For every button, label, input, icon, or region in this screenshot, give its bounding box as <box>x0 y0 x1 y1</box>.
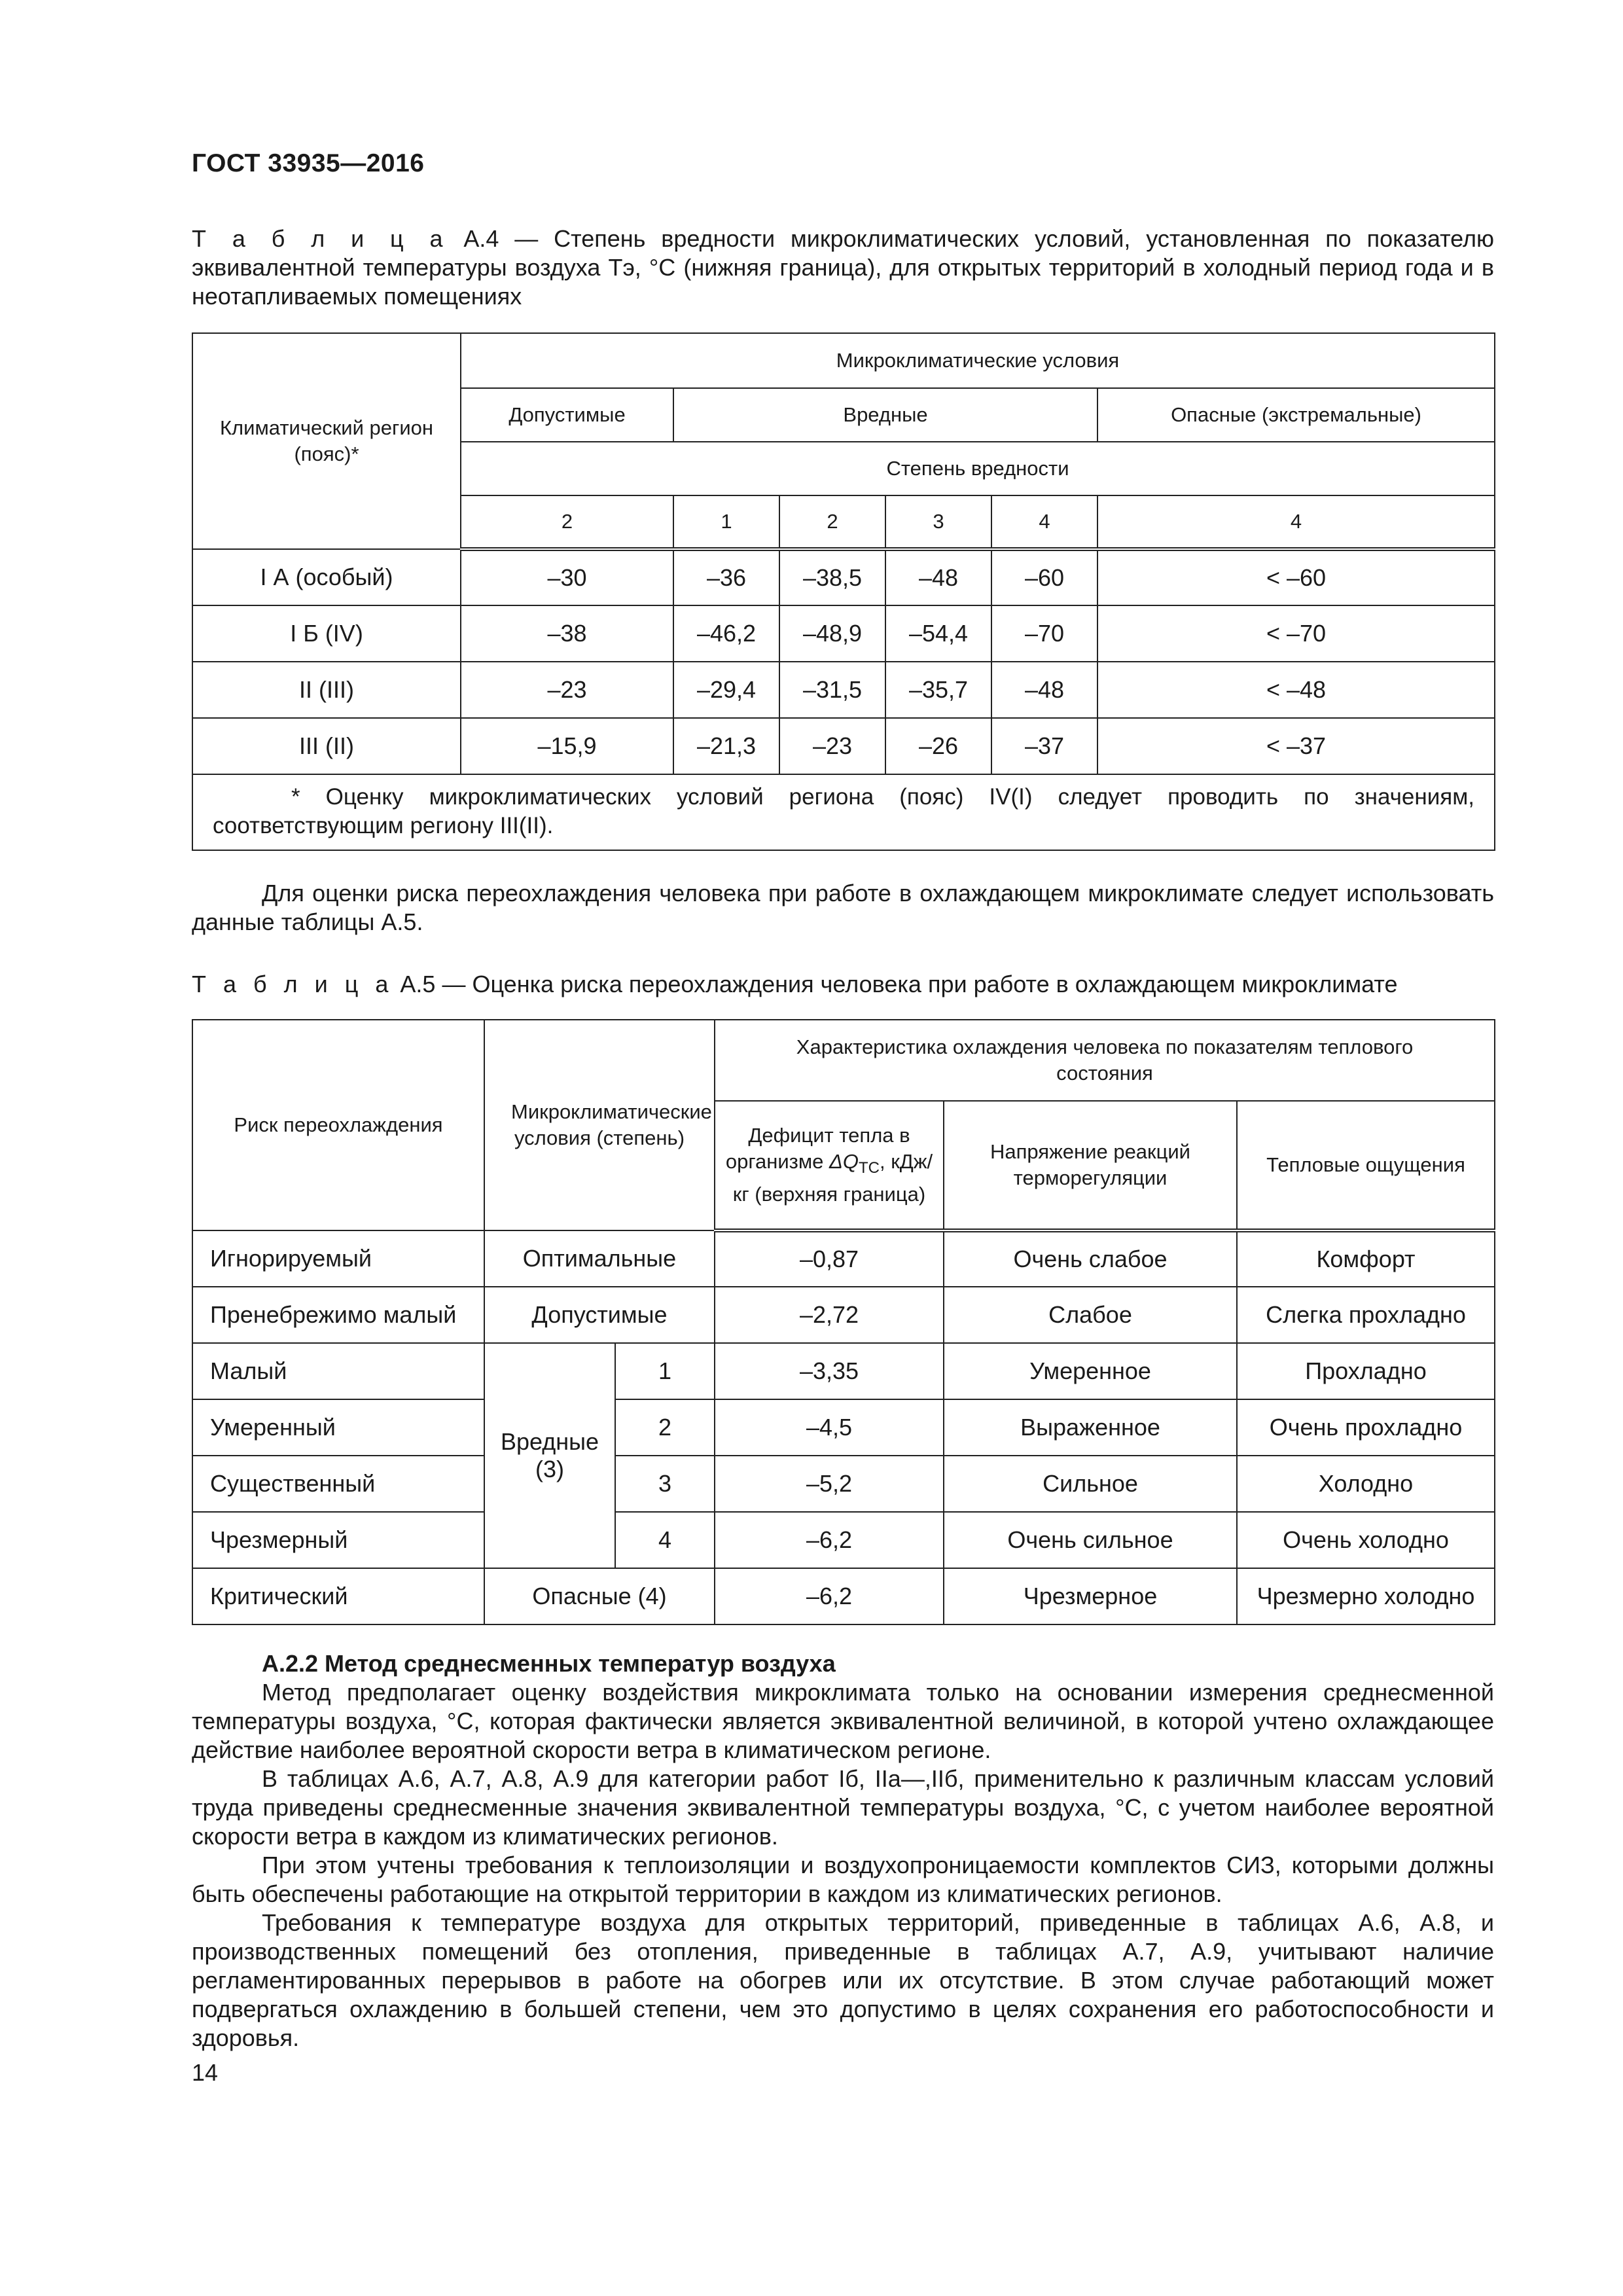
table4-cell: < –60 <box>1097 549 1495 605</box>
table5-degree: 1 <box>615 1343 715 1399</box>
table5-degree: 2 <box>615 1399 715 1456</box>
table4-col-region: Климатический регион (пояс)* <box>192 333 461 549</box>
table5-deficit: –4,5 <box>715 1399 944 1456</box>
table5-deficit: –6,2 <box>715 1512 944 1568</box>
table4-cell: II (III) <box>192 662 461 718</box>
table5-sensation: Слегка прохладно <box>1237 1287 1495 1343</box>
table5-deficit: –3,35 <box>715 1343 944 1399</box>
table5-risk: Пренебрежимо малый <box>192 1287 484 1343</box>
table5-risk: Существенный <box>192 1456 484 1512</box>
table5-col-tension: Напряжение реакций терморегуляции <box>944 1101 1237 1230</box>
table4-cell: –31,5 <box>779 662 885 718</box>
table4-cell: –21,3 <box>673 718 779 774</box>
section-title: А.2.2 Метод среднесменных температур воздуха <box>262 1650 836 1677</box>
table5-sensation: Прохладно <box>1237 1343 1495 1399</box>
table5-tension: Выраженное <box>944 1399 1237 1456</box>
table5-risk: Малый <box>192 1343 484 1399</box>
table5-degree: 3 <box>615 1456 715 1512</box>
table5-risk: Чрезмерный <box>192 1512 484 1568</box>
table-row <box>192 605 1495 662</box>
table4-cell: I Б (IV) <box>192 605 461 662</box>
table-row <box>192 1230 1495 1287</box>
table4-cond-dangerous: Опасные (экстремальные) <box>1097 388 1495 442</box>
table5-tension: Умеренное <box>944 1343 1237 1399</box>
table4-degree: 3 <box>885 495 991 549</box>
table4-cell: I А (особый) <box>192 549 461 605</box>
section-paragraph-1: Метод предполагает оценку воздействия микроклимата только на основании измерения среднесменной температуры воздуха, °С, которая фактически является эквивалентной величиной, в которой учтено охлаждающее действие наиболее вероятной скорости ветра в климатическом регионе. <box>192 1679 1494 1763</box>
table5-deficit: –6,2 <box>715 1568 944 1624</box>
table4-cell: –15,9 <box>461 718 673 774</box>
table5-col-deficit-q: ΔQ <box>829 1149 859 1173</box>
table4-group-header: Микроклиматические условия <box>461 333 1495 388</box>
table4-cell: < –48 <box>1097 662 1495 718</box>
table5-col-group: Характеристика охлаждения человека по показателям теплового состояния <box>715 1020 1495 1101</box>
table5-caption <box>192 970 1494 999</box>
table5-caption-text: А.5 — Оценка риска переохлаждения человека при работе в охлаждающем микроклимате <box>400 971 1398 997</box>
table-a5 <box>192 1019 1495 1625</box>
table5-col-deficit-a: Дефицит тепла в организме <box>725 1123 910 1173</box>
table4-degree: 2 <box>461 495 673 549</box>
table5-tension: Очень сильное <box>944 1512 1237 1568</box>
table5-sensation: Очень холодно <box>1237 1512 1495 1568</box>
table4-caption-text: А.4 — Степень вредности микроклиматических условий, установленная по показателю эквивалентной температуры воздуха Tэ, °С (нижняя граница), для открытых территорий в холодный период года и в неотапливаемых помещениях <box>192 225 1494 310</box>
table4-cell: –48 <box>885 549 991 605</box>
table5-label: Т а б л и ц а <box>192 971 394 997</box>
table5-col-sensation: Тепловые ощущения <box>1237 1101 1495 1230</box>
table4-degree: 4 <box>1097 495 1495 549</box>
table4-cell: –38,5 <box>779 549 885 605</box>
table-row <box>192 1512 1495 1568</box>
table5-tension: Сильное <box>944 1456 1237 1512</box>
table4-degree-header: Степень вредности <box>461 442 1495 495</box>
table5-degree: 4 <box>615 1512 715 1568</box>
table5-risk: Критический <box>192 1568 484 1624</box>
table5-sensation: Очень прохладно <box>1237 1399 1495 1456</box>
table4-cond-harmful: Вредные <box>673 388 1097 442</box>
section-paragraph-3: При этом учтены требования к теплоизоляции и воздухопроницаемости комплектов СИЗ, которыми должны быть обеспечены работающие на открытой территории в каждом из климатических регионов. <box>192 1852 1494 1907</box>
table5-col-risk: Риск переохлаждения <box>192 1020 484 1230</box>
table4-cond-allowed: Допустимые <box>461 388 673 442</box>
table4-cell: –37 <box>991 718 1097 774</box>
table4-degree: 1 <box>673 495 779 549</box>
table-row <box>192 1287 1495 1343</box>
table-row <box>192 1399 1495 1456</box>
table-row <box>192 718 1495 774</box>
table4-cell: –29,4 <box>673 662 779 718</box>
table5-sensation: Чрезмерно холодно <box>1237 1568 1495 1624</box>
table4-cell: –46,2 <box>673 605 779 662</box>
table5-col-deficit-sub: ТС <box>858 1159 880 1177</box>
table-row <box>192 549 1495 605</box>
table5-cond: Опасные (4) <box>484 1568 715 1624</box>
table-row <box>192 1568 1495 1624</box>
table5-tension: Слабое <box>944 1287 1237 1343</box>
section-paragraph-4: Требования к температуре воздуха для открытых территорий, приведенные в таблицах А.6, А.8, и производственных помещений без отопления, приведенные в таблицах А.7, А.9, учитывают наличие регламентированных перерывов в работе на обогрев или их отсутствие. В этом случае работающий может подвергаться охлаждению в большей степени, чем это допустимо в целях сохранения его работоспособности и здоровья. <box>192 1909 1494 2051</box>
table-row <box>192 662 1495 718</box>
table5-risk: Игнорируемый <box>192 1230 484 1287</box>
table5-cond: Допустимые <box>484 1287 715 1343</box>
document-header: ГОСТ 33935—2016 <box>192 149 425 177</box>
table-row <box>192 1343 1495 1399</box>
table4-label: Т а б л и ц а <box>192 225 448 252</box>
table-row <box>192 1456 1495 1512</box>
table4-degree: 2 <box>779 495 885 549</box>
table4-cell: –48 <box>991 662 1097 718</box>
table5-sensation: Холодно <box>1237 1456 1495 1512</box>
table5-tension: Очень слабое <box>944 1230 1237 1287</box>
table4-cell: –38 <box>461 605 673 662</box>
table4-degree: 4 <box>991 495 1097 549</box>
table5-col-cond: Микроклиматические условия (степень) <box>484 1020 715 1230</box>
table5-deficit: –0,87 <box>715 1230 944 1287</box>
table4-cell: < –37 <box>1097 718 1495 774</box>
table5-cond-harmful: Вредные (3) <box>484 1343 615 1568</box>
table5-col-deficit-b: , кДж/кг (верхняя граница) <box>732 1149 933 1206</box>
page-number: 14 <box>192 2059 219 2086</box>
table5-risk: Умеренный <box>192 1399 484 1456</box>
table5-sensation: Комфорт <box>1237 1230 1495 1287</box>
table4-cell: III (II) <box>192 718 461 774</box>
table-a4 <box>192 332 1495 851</box>
table5-tension: Чрезмерное <box>944 1568 1237 1624</box>
table4-cell: –23 <box>779 718 885 774</box>
section-paragraph-2: В таблицах А.6, А.7, А.8, А.9 для категории работ Iб, IIа—,IIб, применительно к различным классам условий труда приведены среднесменные значения эквивалентной температуры воздуха, °С, с учетом наиболее вероятной скорости ветра в каждом из климатических регионов. <box>192 1765 1494 1850</box>
table5-cond: Оптимальные <box>484 1230 715 1287</box>
table4-cell: –36 <box>673 549 779 605</box>
table5-deficit: –2,72 <box>715 1287 944 1343</box>
table4-cell: –26 <box>885 718 991 774</box>
table4-cell: –54,4 <box>885 605 991 662</box>
table4-cell: –48,9 <box>779 605 885 662</box>
intro-paragraph: Для оценки риска переохлаждения человека при работе в охлаждающем микроклимате следует использовать данные таблицы А.5. <box>192 880 1494 935</box>
table4-caption <box>192 224 1494 311</box>
table4-cell: –35,7 <box>885 662 991 718</box>
table4-footnote <box>192 774 1495 850</box>
table4-cell: –70 <box>991 605 1097 662</box>
table5-col-deficit <box>715 1101 944 1230</box>
table4-cell: –30 <box>461 549 673 605</box>
table4-cell: < –70 <box>1097 605 1495 662</box>
table4-cell: –60 <box>991 549 1097 605</box>
table4-cell: –23 <box>461 662 673 718</box>
table5-deficit: –5,2 <box>715 1456 944 1512</box>
table4-footnote-text: * Оценку микроклиматических условий региона (пояс) IV(I) следует проводить по значениям, соответствующим региону III(II). <box>213 784 1475 838</box>
